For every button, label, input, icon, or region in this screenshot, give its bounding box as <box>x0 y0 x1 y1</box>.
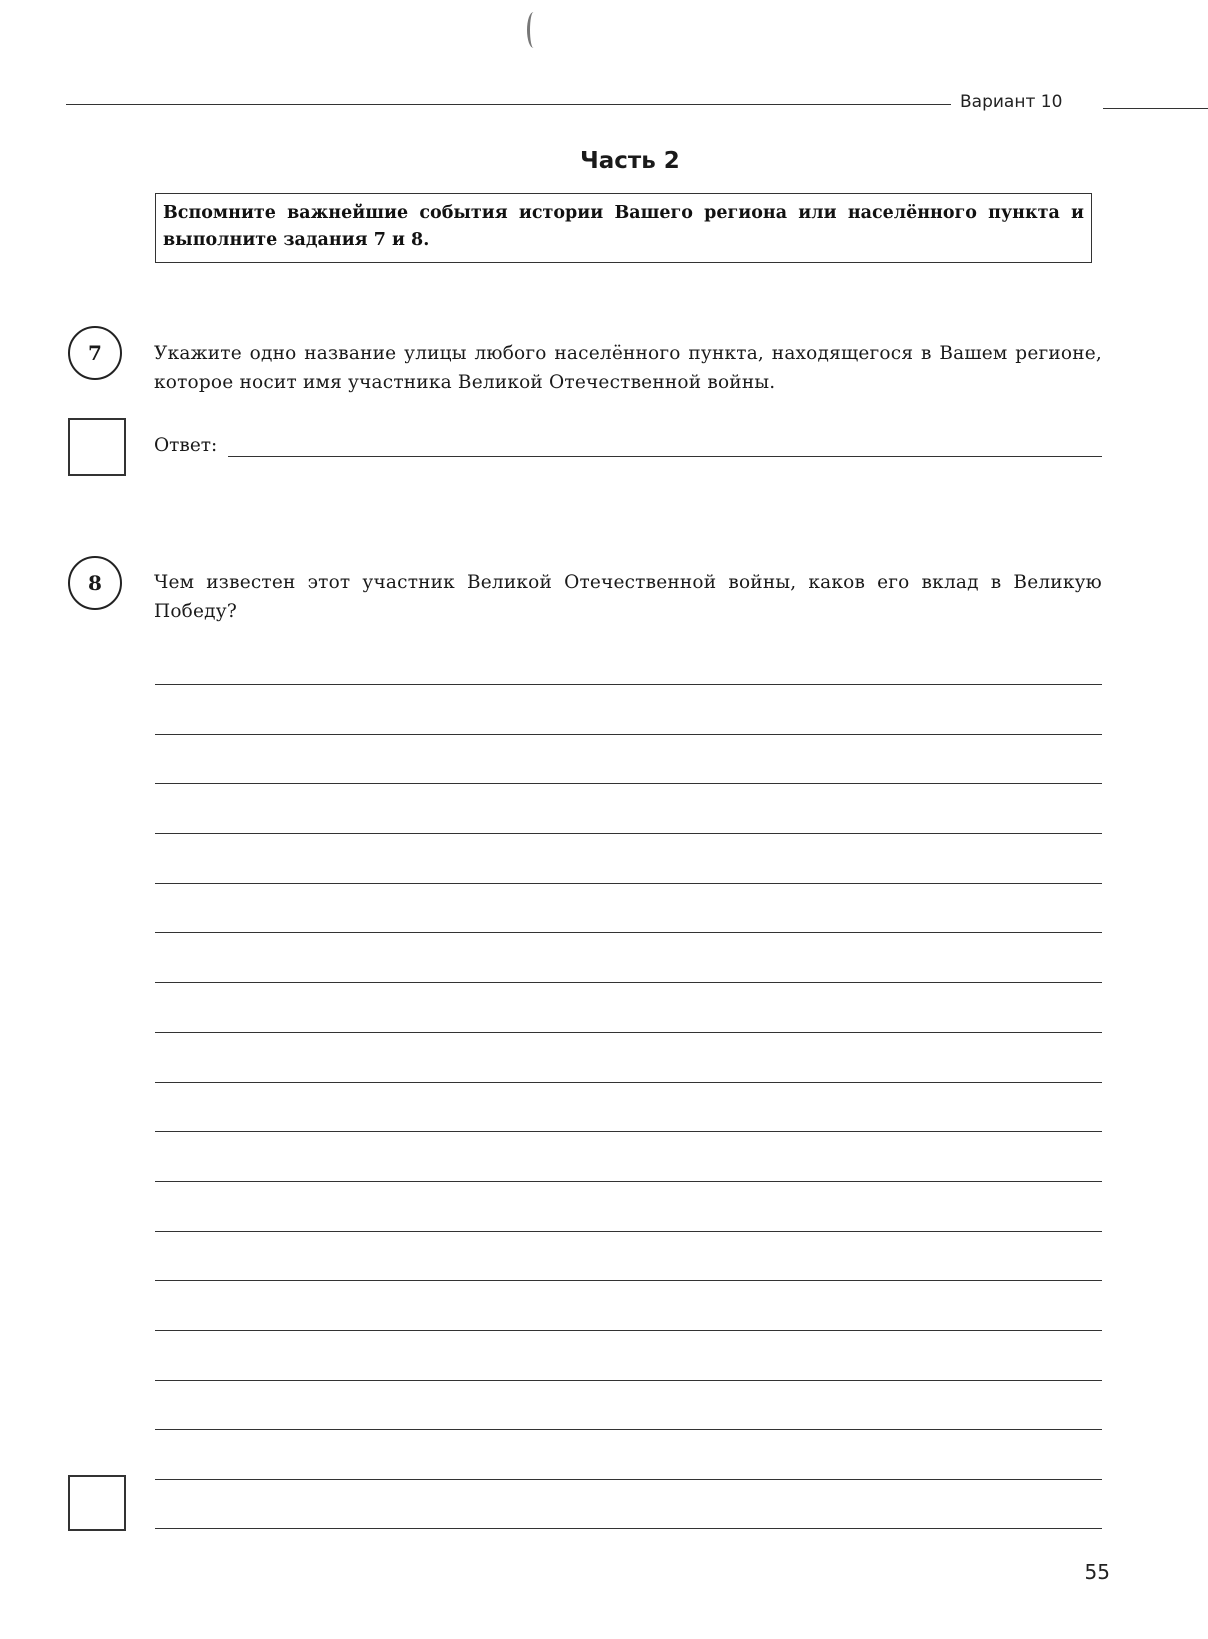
header-rule-left <box>66 104 951 105</box>
writing-line[interactable] <box>155 1330 1102 1331</box>
answer-label: Ответ: <box>154 435 218 456</box>
writing-line[interactable] <box>155 1231 1102 1232</box>
page-number: 55 <box>1084 1560 1110 1584</box>
writing-line[interactable] <box>155 833 1102 834</box>
task-7-number: 7 <box>68 326 122 380</box>
writing-line[interactable] <box>155 1082 1102 1083</box>
writing-line[interactable] <box>155 1479 1102 1480</box>
header-rule-right <box>1103 108 1208 109</box>
writing-line[interactable] <box>155 883 1102 884</box>
writing-line[interactable] <box>155 783 1102 784</box>
answer-line[interactable] <box>228 456 1102 457</box>
writing-line[interactable] <box>155 734 1102 735</box>
writing-line[interactable] <box>155 1429 1102 1430</box>
writing-line[interactable] <box>155 982 1102 983</box>
writing-line[interactable] <box>155 1131 1102 1132</box>
task-8-number: 8 <box>68 556 122 610</box>
part-title: Часть 2 <box>580 148 680 174</box>
pen-mark <box>527 12 540 48</box>
writing-line[interactable] <box>155 1032 1102 1033</box>
task-8-question: Чем известен этот участник Великой Отечественной войны, каков его вклад в Великую Победу? <box>154 572 1102 622</box>
writing-line[interactable] <box>155 1181 1102 1182</box>
writing-line[interactable] <box>155 1380 1102 1381</box>
writing-line[interactable] <box>155 1528 1102 1529</box>
writing-line[interactable] <box>155 1280 1102 1281</box>
instruction-box <box>155 193 1092 263</box>
instruction-text: Вспомните важнейшие события истории Вашего региона или населённого пункта и выполните задания 7 и 8. <box>163 203 1084 250</box>
task-8-score-box[interactable] <box>68 1475 126 1531</box>
task-7-question: Укажите одно название улицы любого населённого пункта, находящегося в Вашем регионе, которое носит имя участника Великой Отечественной войны. <box>154 343 1102 393</box>
variant-label: Вариант 10 <box>960 92 1063 112</box>
task-7-score-box[interactable] <box>68 418 126 476</box>
task-7-answer-row[interactable] <box>154 433 1102 463</box>
writing-line[interactable] <box>155 932 1102 933</box>
writing-line[interactable] <box>155 684 1102 685</box>
